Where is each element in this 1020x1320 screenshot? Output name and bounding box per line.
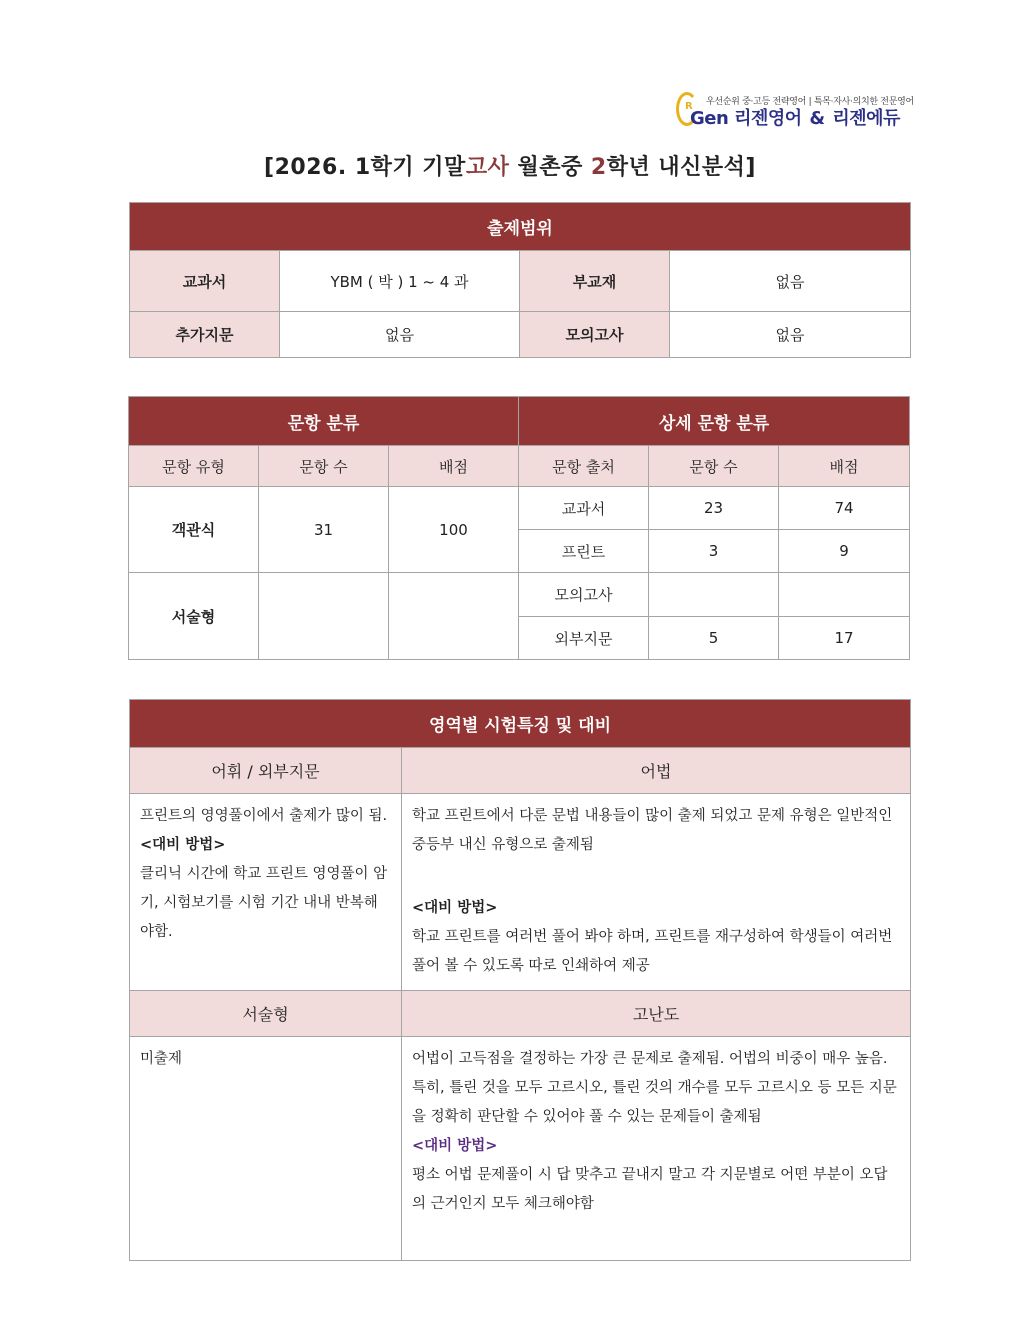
classification-table <box>128 396 910 660</box>
features-header: 영역별 시험특징 및 대비 <box>130 700 911 748</box>
type-essay-score <box>389 573 519 660</box>
difficulty-text2: 평소 어법 문제풀이 시 답 맞추고 끝내지 말고 각 지문별로 어떤 부분이 오답의 근거인지 모두 체크해야함 <box>412 1167 888 1212</box>
grammar-prep-label: <대비 방법> <box>412 900 498 916</box>
logo-amp: & <box>809 108 825 129</box>
col-source: 문항 출처 <box>519 446 649 487</box>
col-type: 문항 유형 <box>129 446 259 487</box>
grammar-cell <box>402 794 911 991</box>
source-mock: 모의고사 <box>519 573 649 617</box>
source-textbook-count: 23 <box>649 487 779 530</box>
difficulty-text1: 어법이 고득점을 결정하는 가장 큰 문제로 출제됨. 어법의 비중이 매우 높음. 특히, 틀린 것을 모두 고르시오, 틀린 것의 개수를 모두 고르시오 등 모든 지문을 정확히 판단할 수 있어야 풀 수 있는 문제들이 출제됨 <box>412 1051 897 1125</box>
classification-header-left: 문항 분류 <box>129 397 519 446</box>
type-objective-count: 31 <box>259 487 389 573</box>
page-title: [2026. 1학기 기말고사 월촌중 2학년 내신분석] <box>264 155 756 180</box>
col-count: 문항 수 <box>259 446 389 487</box>
scope-value-subtext: 없음 <box>670 251 911 312</box>
vocab-cell <box>130 794 402 991</box>
essay-header: 서술형 <box>130 991 402 1037</box>
logo-brand2: 리젠에듀 <box>832 108 900 129</box>
grammar-header: 어법 <box>402 748 911 794</box>
features-table <box>129 699 911 1261</box>
difficulty-prep-label: <대비 방법> <box>412 1138 498 1154</box>
essay-cell <box>130 1037 402 1261</box>
vocab-prep-label: <대비 방법> <box>140 837 226 853</box>
essay-text: 미출제 <box>140 1051 183 1067</box>
type-essay: 서술형 <box>129 573 259 660</box>
scope-table <box>129 202 911 358</box>
scope-label-subtext: 부교재 <box>520 251 670 312</box>
scope-value-textbook: YBM ( 박 ) 1 ~ 4 과 <box>280 251 520 312</box>
source-mock-count <box>649 573 779 617</box>
grammar-text1: 학교 프린트에서 다룬 문법 내용들이 많이 출제 되었고 문제 유형은 일반적인 중등부 내신 유형으로 출제됨 <box>412 808 893 853</box>
difficulty-cell <box>402 1037 911 1261</box>
scope-value-mock: 없음 <box>670 312 911 358</box>
source-external-score: 17 <box>779 617 910 660</box>
source-print: 프린트 <box>519 530 649 573</box>
brand-logo <box>676 90 914 130</box>
logo-r-mark: R <box>676 92 698 126</box>
scope-value-extra: 없음 <box>280 312 520 358</box>
source-print-count: 3 <box>649 530 779 573</box>
scope-header: 출제범위 <box>130 203 911 251</box>
source-textbook: 교과서 <box>519 487 649 530</box>
grammar-text2: 학교 프린트를 여러번 풀어 봐야 하며, 프린트를 재구성하여 학생들이 여러번 풀어 볼 수 있도록 따로 인쇄하여 제공 <box>412 929 893 974</box>
col-source-count: 문항 수 <box>649 446 779 487</box>
scope-label-mock: 모의고사 <box>520 312 670 358</box>
vocab-text1: 프린트의 영영풀이에서 출제가 많이 됨. <box>140 808 388 824</box>
logo-tagline: 우선순위 중·고등 전략영어 | 특목·자사·의치한 전문영어 <box>706 97 914 107</box>
scope-label-extra: 추가지문 <box>130 312 280 358</box>
classification-header-right: 상세 문항 분류 <box>519 397 910 446</box>
col-source-score: 배점 <box>779 446 910 487</box>
vocab-text2: 클리닉 시간에 학교 프린트 영영풀이 암기, 시험보기를 시험 기간 내내 반복해야함. <box>140 866 388 940</box>
logo-brand1: Gen 리젠영어 <box>690 108 802 129</box>
type-objective-score: 100 <box>389 487 519 573</box>
source-external: 외부지문 <box>519 617 649 660</box>
source-textbook-score: 74 <box>779 487 910 530</box>
scope-label-textbook: 교과서 <box>130 251 280 312</box>
col-score: 배점 <box>389 446 519 487</box>
source-external-count: 5 <box>649 617 779 660</box>
difficulty-header: 고난도 <box>402 991 911 1037</box>
type-essay-count <box>259 573 389 660</box>
source-print-score: 9 <box>779 530 910 573</box>
logo-brand-name <box>690 104 900 130</box>
type-objective: 객관식 <box>129 487 259 573</box>
vocab-header: 어휘 / 외부지문 <box>130 748 402 794</box>
source-mock-score <box>779 573 910 617</box>
